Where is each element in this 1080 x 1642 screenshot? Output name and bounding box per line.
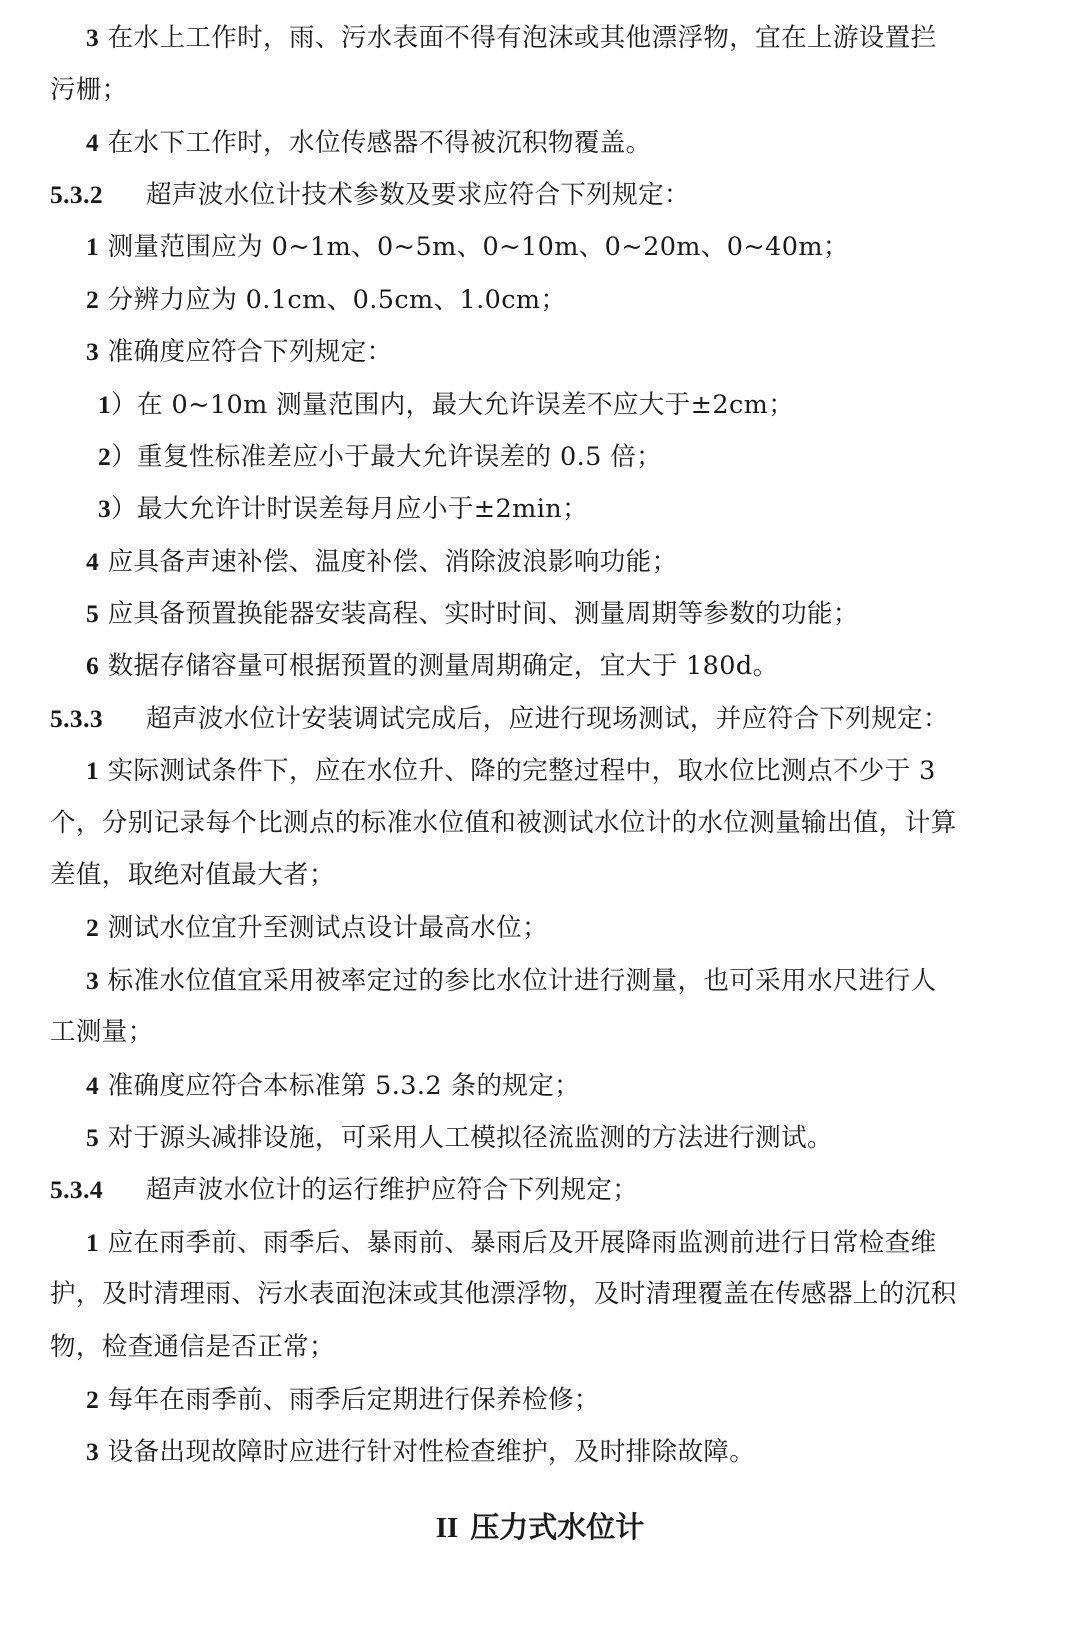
item-number: 6 xyxy=(86,651,100,680)
item-number: 2 xyxy=(86,285,100,314)
item-number: 3 xyxy=(86,1437,100,1466)
clause-item xyxy=(86,953,936,1008)
item-number: 3 xyxy=(86,337,100,366)
clause-continuation: 个，分别记录每个比测点的标准水位值和被测试水位计的水位测量输出值，计算 xyxy=(50,808,957,838)
section-number: 5.3.4 xyxy=(50,1175,103,1204)
item-text: 在水下工作时，水位传感器不得被沉积物覆盖。 xyxy=(99,128,652,158)
clause-item xyxy=(86,324,393,379)
item-number: 5 xyxy=(86,599,100,628)
section-clause xyxy=(50,167,690,222)
sub-item-number: 2 xyxy=(98,442,112,471)
sub-item-text: ）重复性标准差应小于最大允许误差的 0.5 倍； xyxy=(111,442,663,472)
clause-item xyxy=(86,586,859,641)
section-heading xyxy=(0,1497,1080,1557)
section-clause xyxy=(50,691,949,746)
item-text: 实际测试条件下，应在水位升、降的完整过程中，取水位比测点不少于 3 xyxy=(99,756,936,786)
section-text: 超声波水位计技术参数及要求应符合下列规定： xyxy=(146,180,690,210)
item-text: 测量范围应为 0~1m、0~5m、0~10m、0~20m、0~40m； xyxy=(99,232,849,262)
item-text: 准确度应符合下列规定： xyxy=(99,337,393,367)
item-text: 在水上工作时，雨、污水表面不得有泡沫或其他漂浮物，宜在上游设置拦 xyxy=(99,23,937,53)
item-text: 对于源头减排设施，可采用人工模拟径流监测的方法进行测试。 xyxy=(99,1123,833,1153)
item-text: 应具备预置换能器安装高程、实时时间、测量周期等参数的功能； xyxy=(99,599,859,629)
item-number: 4 xyxy=(86,128,100,157)
sub-item-text: ）最大允许计时误差每月应小于±2min； xyxy=(111,494,589,524)
item-text: 标准水位值宜采用被率定过的参比水位计进行测量，也可采用水尺进行人 xyxy=(99,966,937,996)
item-number: 1 xyxy=(86,756,100,785)
section-number: 5.3.3 xyxy=(50,704,103,733)
item-text: 分辨力应为 0.1cm、0.5cm、1.0cm； xyxy=(99,285,567,315)
item-number: 3 xyxy=(86,966,100,995)
item-number: 2 xyxy=(86,1385,100,1414)
sub-item xyxy=(98,429,662,484)
item-number: 4 xyxy=(86,547,100,576)
clause-continuation: 工测量； xyxy=(50,1017,154,1047)
clause-item xyxy=(86,115,652,170)
section-text: 超声波水位计安装调试完成后，应进行现场测试，并应符合下列规定： xyxy=(146,704,949,734)
sub-item-number: 1 xyxy=(98,390,112,419)
sub-item-number: 3 xyxy=(98,494,112,523)
item-number: 4 xyxy=(86,1071,100,1100)
clause-item xyxy=(86,272,566,327)
heading-title: 压力式水位计 xyxy=(470,1510,645,1544)
clause-item xyxy=(86,10,936,65)
item-text: 应在雨季前、雨季后、暴雨前、暴雨后及开展降雨监测前进行日常检查维 xyxy=(99,1228,937,1258)
item-text: 应具备声速补偿、温度补偿、消除波浪影响功能； xyxy=(99,547,678,577)
sub-item xyxy=(98,377,794,432)
heading-roman-numeral: II xyxy=(435,1512,459,1544)
clause-item xyxy=(86,1058,580,1113)
item-text: 准确度应符合本标准第 5.3.2 条的规定； xyxy=(99,1071,581,1101)
section-clause xyxy=(50,1162,638,1217)
item-number: 2 xyxy=(86,913,100,942)
sub-item-text: ）在 0~10m 测量范围内，最大允许误差不应大于±2cm； xyxy=(111,390,795,420)
item-text: 每年在雨季前、雨季后定期进行保养检修； xyxy=(99,1385,600,1415)
item-number: 1 xyxy=(86,232,100,261)
clause-item xyxy=(86,743,936,798)
clause-item xyxy=(86,1372,600,1427)
clause-item xyxy=(86,219,849,274)
section-text: 超声波水位计的运行维护应符合下列规定； xyxy=(146,1175,639,1205)
section-number: 5.3.2 xyxy=(50,180,103,209)
item-number: 1 xyxy=(86,1228,100,1257)
clause-item xyxy=(86,900,548,955)
clause-continuation: 物，检查通信是否正常； xyxy=(50,1332,335,1362)
clause-item xyxy=(86,1424,755,1479)
item-number: 3 xyxy=(86,23,100,52)
clause-item xyxy=(86,638,778,693)
clause-item xyxy=(86,1110,833,1165)
sub-item xyxy=(98,481,588,536)
clause-continuation: 护，及时清理雨、污水表面泡沫或其他漂浮物，及时清理覆盖在传感器上的沉积 xyxy=(50,1279,957,1309)
clause-item xyxy=(86,534,677,589)
item-text: 数据存储容量可根据预置的测量周期确定，宜大于 180d。 xyxy=(99,651,779,681)
item-text: 测试水位宜升至测试点设计最高水位； xyxy=(99,913,548,943)
item-number: 5 xyxy=(86,1123,100,1152)
clause-item xyxy=(86,1215,936,1270)
clause-continuation: 差值，取绝对值最大者； xyxy=(50,860,335,890)
clause-continuation: 污栅； xyxy=(50,75,128,105)
item-text: 设备出现故障时应进行针对性检查维护，及时排除故障。 xyxy=(99,1437,756,1467)
